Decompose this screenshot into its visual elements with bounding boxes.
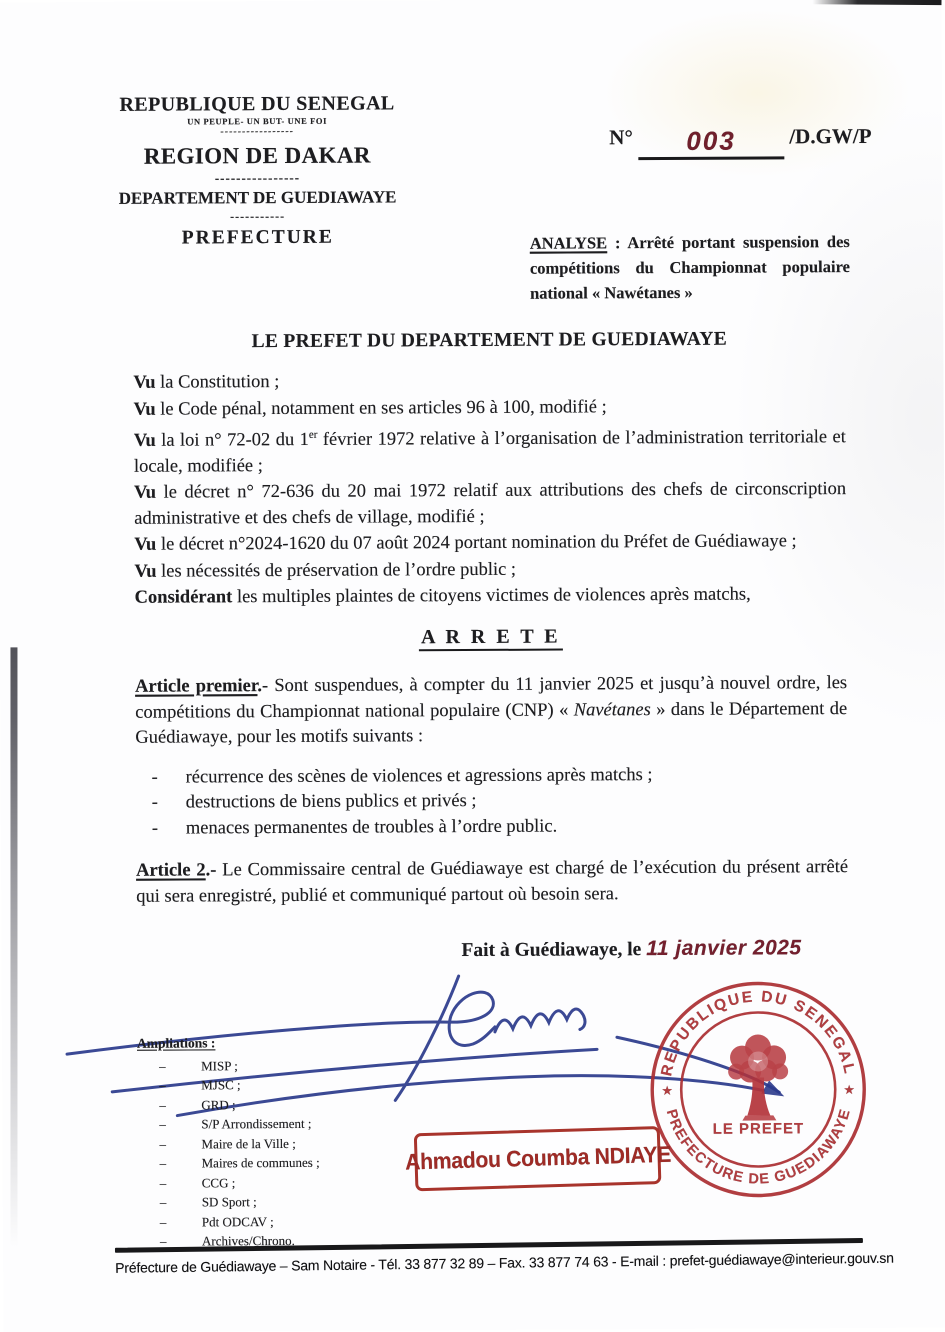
visa-text: la Constitution ;	[155, 372, 280, 393]
considerant-text: les multiples plaintes de citoyens victimes de violences après matchs,	[232, 584, 751, 608]
separator-dashes: -----------	[230, 208, 286, 224]
prefecture-label: PREFECTURE	[181, 226, 334, 249]
motif-text: menaces permanentes de troubles à l’ordre public.	[185, 816, 558, 839]
document-title: LE PREFET DU DEPARTEMENT DE GUEDIAWAYE	[251, 328, 728, 353]
ampliation-item	[160, 1211, 320, 1231]
visa-text: la loi n° 72-02 du 1	[155, 430, 309, 451]
analyse-label: ANALYSE	[529, 233, 608, 253]
scan-edge-artifact	[812, 0, 941, 5]
article-separator: .-	[205, 860, 217, 881]
list-dash: –	[159, 1214, 167, 1230]
list-dash: –	[159, 1194, 167, 1210]
list-dash: –	[159, 1175, 167, 1191]
stamp-center-label: LE PREFET	[712, 1120, 805, 1138]
ampliation-item	[159, 1133, 319, 1153]
letterhead	[92, 92, 423, 250]
motif-text: récurrence des scènes de violences et agressions après matchs ;	[185, 764, 653, 788]
considerant-lead: Considérant	[134, 587, 233, 608]
national-motto: UN PEUPLE- UN BUT- UNE FOI	[187, 115, 328, 127]
motif-item	[152, 762, 848, 791]
ampliation-item	[159, 1094, 319, 1114]
article-1-text-end: » dans le Département de Guédiawaye, pour les motifs suivants :	[135, 698, 848, 748]
article-1	[135, 671, 847, 751]
stamp-top-text: REPUBLIQUE DU SENEGAL	[658, 988, 859, 1078]
reference-prefix: N°	[609, 125, 633, 150]
visa-line	[133, 367, 845, 396]
visa-text: février 1972 relative à l’organisation de l’administration territoriale et locale, modifiée ;	[133, 427, 846, 477]
list-dash: –	[159, 1077, 166, 1093]
star-icon: ★	[843, 1082, 856, 1098]
ampliation-item	[160, 1172, 320, 1192]
visa-lead: Vu	[134, 482, 157, 503]
dateline-date: 11 janvier 2025	[646, 936, 802, 961]
list-dash: -	[151, 767, 158, 788]
list-dash: –	[159, 1155, 167, 1171]
document-body	[133, 366, 848, 911]
article-2-label: Article 2	[136, 860, 206, 881]
ampliations-label: Ampliations :	[136, 1035, 216, 1051]
ampliations-block	[137, 1033, 320, 1251]
arrete-heading	[135, 623, 847, 653]
motif-text: destructions de biens publics et privés ;	[185, 791, 477, 813]
list-dash: –	[159, 1233, 167, 1249]
analyse-text: Arrêté portant suspension des compétitions du Championnat populaire national « Nawétanes »	[529, 232, 850, 303]
ampliation-item	[159, 1075, 319, 1095]
signatory-name-stamp	[404, 1126, 671, 1191]
list-dash: -	[151, 818, 159, 839]
considerant-line	[135, 582, 847, 611]
country-name: REPUBLIQUE DU SENEGAL	[119, 92, 395, 116]
signatory-name: Ahmadou Coumba NDIAYE	[404, 1141, 671, 1175]
article-separator: .-	[257, 676, 269, 697]
dateline	[461, 936, 801, 962]
baobab-tree-icon	[728, 1034, 788, 1120]
visa-text: le Code pénal, notamment en ses articles 96 à 100, modifié ;	[155, 396, 607, 420]
visa-line	[134, 420, 846, 480]
separator-dashes: ----------------	[214, 170, 301, 186]
article-2-text: Le Commissaire central de Guédiawaye est chargé de l’exécution du présent arrêté qui sera enregistré, publié et communiqué partout où besoin sera.	[136, 857, 849, 907]
ampliation-text: MJSC ;	[201, 1077, 241, 1093]
analyse-block	[530, 229, 850, 306]
dateline-prefix: Fait à Guédiawaye, le	[461, 939, 647, 962]
visa-line	[134, 556, 846, 585]
visa-text: le décret n° 72-636 du 20 mai 1972 relatif aux attributions des chefs de circonscription administrative et des chefs de village, modifié ;	[134, 479, 847, 529]
motif-item	[152, 813, 848, 842]
motifs-list	[136, 762, 848, 842]
visa-line	[134, 477, 846, 532]
list-dash: -	[151, 792, 158, 813]
visa-lead: Vu	[134, 561, 157, 582]
ampliation-text: Pdt ODCAV ;	[201, 1213, 274, 1229]
ampliation-text: MISP ;	[201, 1057, 238, 1073]
motif-item	[152, 787, 848, 816]
ampliation-text: S/P Arrondissement ;	[201, 1115, 312, 1132]
scan-edge-artifact	[10, 647, 17, 1247]
reference-number	[609, 124, 872, 160]
official-stamp	[642, 973, 875, 1206]
ampliation-text: Maire de la Ville ;	[201, 1135, 296, 1151]
article-1-label: Article premier	[135, 676, 258, 697]
ampliations-list	[137, 1055, 320, 1251]
list-dash: –	[159, 1058, 166, 1074]
reference-number-value: 003	[638, 125, 784, 160]
list-dash: –	[159, 1116, 166, 1132]
article-2	[136, 855, 848, 910]
ampliation-item	[159, 1114, 319, 1134]
superscript-er: er	[308, 428, 318, 441]
ampliation-item	[160, 1153, 320, 1173]
visa-text: les nécessités de préservation de l’ordre public ;	[156, 559, 517, 582]
analyse-separator: :	[607, 233, 628, 253]
separator-dashes: -----------------	[220, 125, 295, 138]
list-dash: –	[159, 1136, 167, 1152]
visa-lead: Vu	[133, 430, 156, 451]
visa-line	[134, 529, 846, 558]
article-1-text: Sont suspendues, à compter du 11 janvier 2025 et jusqu’à nouvel ordre, les compétitions du Championnat national populaire (CNP) «	[135, 673, 848, 723]
visa-lead: Vu	[133, 399, 156, 420]
list-dash: –	[159, 1097, 166, 1113]
navetanes-italic: Navétanes	[573, 699, 651, 721]
stamp-bottom-text: PREFECTURE DE GUEDIAWAYE	[662, 1106, 854, 1188]
ampliation-text: SD Sport ;	[201, 1194, 257, 1210]
visa-line	[134, 394, 846, 423]
ampliation-text: Maires de communes ;	[201, 1154, 320, 1171]
visa-lead: Vu	[133, 372, 156, 393]
ampliation-text: GRD ;	[201, 1096, 236, 1112]
region-name: REGION DE DAKAR	[143, 142, 371, 169]
visa-text: le décret n°2024-1620 du 07 août 2024 portant nomination du Préfet de Guédiawaye ;	[156, 531, 797, 555]
ampliation-text: CCG ;	[201, 1174, 236, 1190]
visa-lead: Vu	[134, 534, 157, 555]
reference-suffix: /D.GW/P	[789, 123, 872, 149]
footer-contact-text: Préfecture de Guédiawaye – Sam Notaire - Tél. 33 877 32 89 – Fax. 33 877 74 63 - E-mail : prefet-guédiawaye@interieur.gouv.sn	[115, 1249, 894, 1276]
ampliation-item	[160, 1192, 320, 1212]
arrete-heading-text: A R R E T E	[419, 625, 563, 651]
department-name: DEPARTEMENT DE GUEDIAWAYE	[118, 187, 397, 209]
ampliation-item	[159, 1055, 319, 1075]
ampliation-text: Archives/Chrono.	[201, 1232, 295, 1249]
star-icon: ★	[661, 1082, 674, 1099]
